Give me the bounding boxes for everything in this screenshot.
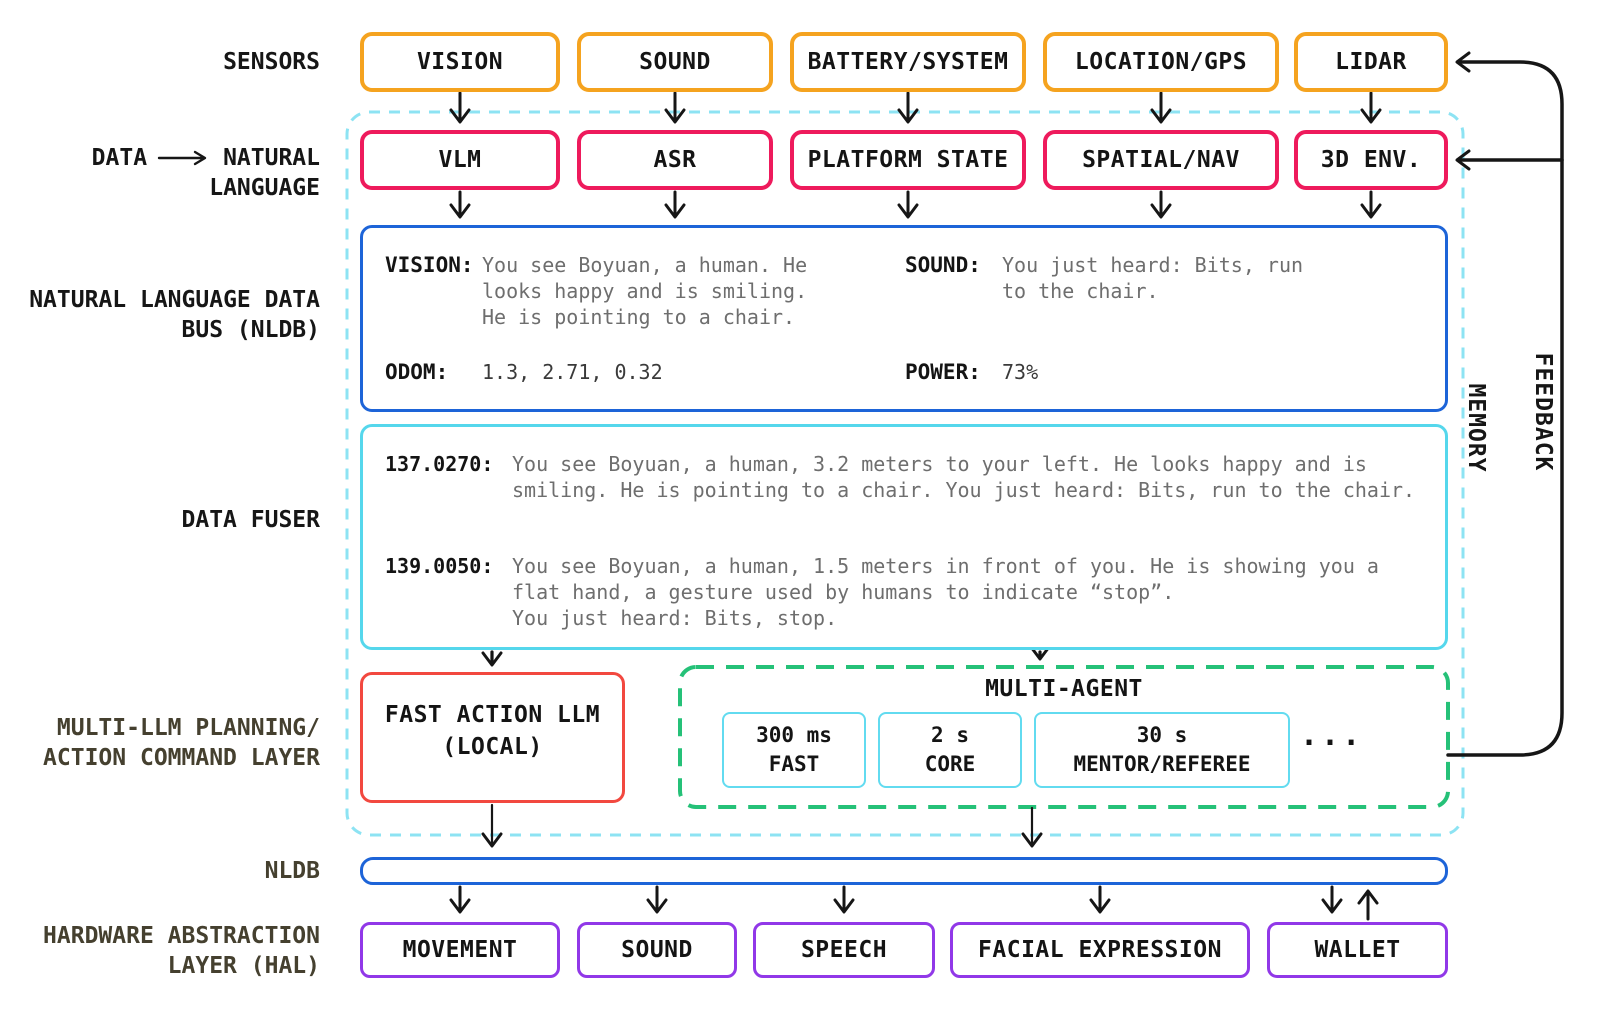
hal-box-facial-expression: FACIAL EXPRESSION bbox=[950, 922, 1250, 978]
nldb-vision-line: looks happy and is smiling. bbox=[482, 279, 808, 303]
nldb-bus-label: NATURAL LANGUAGE DATA BUS (NLDB) bbox=[29, 287, 320, 343]
nldb-vision-key: VISION: bbox=[385, 253, 474, 277]
fuser-timestamp: 139.0050: bbox=[385, 554, 494, 578]
nldb-sound-key: SOUND: bbox=[905, 253, 981, 277]
fuser-line: You see Boyuan, a human, 1.5 meters in front of you. He is showing you a bbox=[512, 554, 1379, 578]
hal-box-wallet: WALLET bbox=[1267, 922, 1448, 978]
multi-agent-title: MULTI-AGENT bbox=[985, 676, 1143, 702]
nldb-power-key: POWER: bbox=[905, 360, 981, 384]
nldb-output-bar bbox=[360, 857, 1448, 885]
fuser-timestamp: 137.0270: bbox=[385, 452, 494, 476]
data-to-natural-language-label bbox=[92, 143, 320, 203]
nldb-bottom-label: NLDB bbox=[264, 858, 320, 884]
nldb-power-value: 73% bbox=[1002, 360, 1039, 384]
nldb-vision-line: He is pointing to a chair. bbox=[482, 305, 796, 329]
nldb-sound-line: to the chair. bbox=[1002, 279, 1159, 303]
feedback-label: FEEDBACK bbox=[1530, 352, 1556, 472]
nldb-odom-value: 1.3, 2.71, 0.32 bbox=[482, 360, 663, 384]
planning-to-nldb-bar-arrows bbox=[492, 805, 1032, 845]
sensor-box-sound: SOUND bbox=[577, 32, 773, 92]
sensor-box-battery: BATTERY/SYSTEM bbox=[790, 32, 1026, 92]
sensors-row-label: SENSORS bbox=[223, 49, 320, 75]
converter-box-3denv: 3D ENV. bbox=[1294, 130, 1448, 190]
agent-box-mentor-referee: 30 s MENTOR/REFEREE bbox=[1034, 712, 1290, 788]
converter-box-asr: ASR bbox=[577, 130, 773, 190]
hal-label: HARDWARE ABSTRACTION LAYER (HAL) bbox=[43, 923, 320, 979]
agent-box-core: 2 s CORE bbox=[878, 712, 1022, 788]
hal-box-sound: SOUND bbox=[577, 922, 737, 978]
hal-box-movement: MOVEMENT bbox=[360, 922, 560, 978]
more-agents-ellipsis: ... bbox=[1300, 718, 1364, 753]
memory-label: MEMORY bbox=[1463, 383, 1489, 473]
fuser-line: smiling. He is pointing to a chair. You just heard: Bits, run to the chair. bbox=[512, 478, 1416, 502]
fuser-line: You just heard: Bits, stop. bbox=[512, 606, 838, 630]
data-word: DATA bbox=[91, 145, 148, 171]
fuser-line: flat hand, a gesture used by humans to indicate “stop”. bbox=[512, 580, 1175, 604]
right-arrow-icon bbox=[157, 150, 213, 166]
sensor-box-vision: VISION bbox=[360, 32, 560, 92]
converter-box-platform: PLATFORM STATE bbox=[790, 130, 1026, 190]
nldb-bar-to-hal-arrows bbox=[460, 887, 1368, 919]
nldb-vision-line: You see Boyuan, a human. He bbox=[482, 253, 808, 277]
converter-box-vlm: VLM bbox=[360, 130, 560, 190]
data-fuser-label: DATA FUSER bbox=[181, 507, 320, 533]
nldb-odom-key: ODOM: bbox=[385, 360, 449, 384]
agent-box-fast: 300 ms FAST bbox=[722, 712, 866, 788]
converter-box-spatial: SPATIAL/NAV bbox=[1043, 130, 1279, 190]
natural-word: NATURAL bbox=[223, 145, 320, 171]
fast-action-llm-box: FAST ACTION LLM (LOCAL) bbox=[360, 672, 625, 803]
sensor-box-lidar: LIDAR bbox=[1294, 32, 1448, 92]
fuser-line: You see Boyuan, a human, 3.2 meters to your left. He looks happy and is bbox=[512, 452, 1367, 476]
sensor-box-gps: LOCATION/GPS bbox=[1043, 32, 1279, 92]
sensor-to-converter-arrows bbox=[460, 93, 1371, 121]
language-word: LANGUAGE bbox=[209, 175, 320, 201]
fuser-to-planning-arrows bbox=[492, 652, 1040, 664]
hal-box-speech: SPEECH bbox=[753, 922, 935, 978]
planning-layer-label: MULTI-LLM PLANNING/ ACTION COMMAND LAYER bbox=[43, 715, 320, 771]
converter-to-nldb-arrows bbox=[460, 192, 1371, 216]
nldb-sound-line: You just heard: Bits, run bbox=[1002, 253, 1304, 277]
